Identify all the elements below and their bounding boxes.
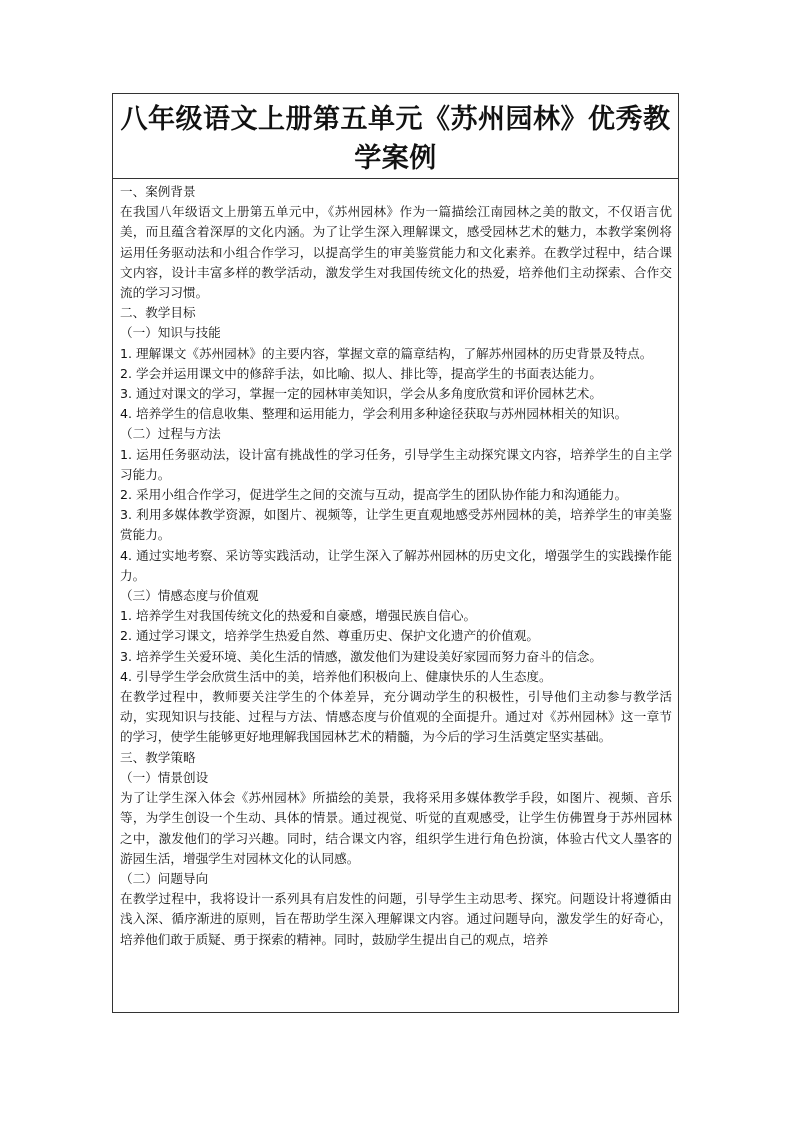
paragraph: 为了让学生深入体会《苏州园林》所描绘的美景，我将采用多媒体教学手段，如图片、视频、音乐等，为学生创设一个生动、具体的情景。通过视觉、听觉的直观感受，让学生仿佛置身于苏州园林之中，激发他们的学习兴趣。同时，结合课文内容，组织学生进行角色扮演，体验古代文人墨客的游园生活，增强学生对园林文化的认同感。 [120, 790, 672, 866]
paragraph: 4. 培养学生的信息收集、整理和运用能力，学会利用多种途径获取与苏州园林相关的知识。 [120, 406, 628, 422]
section-heading: 一、案例背景 [120, 184, 196, 199]
paragraph: 3. 利用多媒体教学资源，如图片、视频等，让学生更直观地感受苏州园林的美，培养学生的审美鉴赏能力。 [120, 507, 672, 543]
paragraph: 在教学过程中，教师要关注学生的个体差异，充分调动学生的积极性，引导他们主动参与教学活动，实现知识与技能、过程与方法、情感态度与价值观的全面提升。通过对《苏州园林》这一章节的学习，使学生能够更好地理解我国园林艺术的精髓，为今后的学习生活奠定坚实基础。 [120, 689, 672, 745]
paragraph: 在我国八年级语文上册第五单元中，《苏州园林》作为一篇描绘江南园林之美的散文，不仅语言优美，而且蕴含着深厚的文化内涵。为了让学生深入理解课文，感受园林艺术的魅力，本教学案例将运用任务驱动法和小组合作学习，以提高学生的审美鉴赏能力和文化素养。在教学过程中，结合课文内容，设计丰富多样的教学活动，激发学生对我国传统文化的热爱，培养他们主动探索、合作交流的学习习惯。 [120, 204, 672, 301]
paragraph: 2. 学会并运用课文中的修辞手法，如比喻、拟人、排比等，提高学生的书面表达能力。 [120, 365, 602, 381]
title-row [113, 98, 678, 179]
paragraph: 3. 通过对课文的学习，掌握一定的园林审美知识，学会从多角度欣赏和评价园林艺术。 [120, 386, 602, 402]
section-heading: 二、教学目标 [120, 305, 196, 321]
subsection-heading: （一）情景创设 [120, 769, 209, 785]
paragraph: 4. 引导学生学会欣赏生活中的美，培养他们积极向上、健康快乐的人生态度。 [120, 668, 552, 684]
paragraph: 2. 通过学习课文，培养学生热爱自然、尊重历史、保护文化遗产的价值观。 [120, 628, 540, 644]
paragraph: 4. 通过实地考察、采访等实践活动，让学生深入了解苏州园林的历史文化，增强学生的实践操作能力。 [120, 547, 672, 583]
subsection-heading: （一）知识与技能 [120, 325, 221, 341]
paragraph: 1. 运用任务驱动法，设计富有挑战性的学习任务，引导学生主动探究课文内容，培养学生的自主学习能力。 [120, 446, 672, 482]
subsection-heading: （二）过程与方法 [120, 426, 221, 442]
subsection-heading: （二）问题导向 [120, 870, 209, 886]
document-title: 八年级语文上册第五单元《苏州园林》优秀教学案例 [120, 104, 671, 174]
paragraph: 1. 理解课文《苏州园林》的主要内容，掌握文章的篇章结构，了解苏州园林的历史背景及特点。 [120, 345, 653, 361]
document-body [113, 179, 678, 950]
paragraph: 1. 培养学生对我国传统文化的热爱和自豪感，增强民族自信心。 [120, 608, 477, 624]
document-frame [112, 93, 679, 1013]
paragraph: 3. 培养学生关爱环境、美化生活的情感，激发他们为建设美好家园而努力奋斗的信念。 [120, 648, 602, 664]
section-heading: 三、教学策略 [120, 749, 196, 765]
paragraph: 2. 采用小组合作学习，促进学生之间的交流与互动，提高学生的团队协作能力和沟通能力。 [120, 487, 628, 503]
subsection-heading: （三）情感态度与价值观 [120, 588, 259, 604]
paragraph: 在教学过程中，我将设计一系列具有启发性的问题，引导学生主动思考、探究。问题设计将遵循由浅入深、循序渐进的原则，旨在帮助学生深入理解课文内容。通过问题导向，激发学生的好奇心，培养他们敢于质疑、勇于探索的精神。同时，鼓励学生提出自己的观点，培养 [120, 891, 672, 947]
